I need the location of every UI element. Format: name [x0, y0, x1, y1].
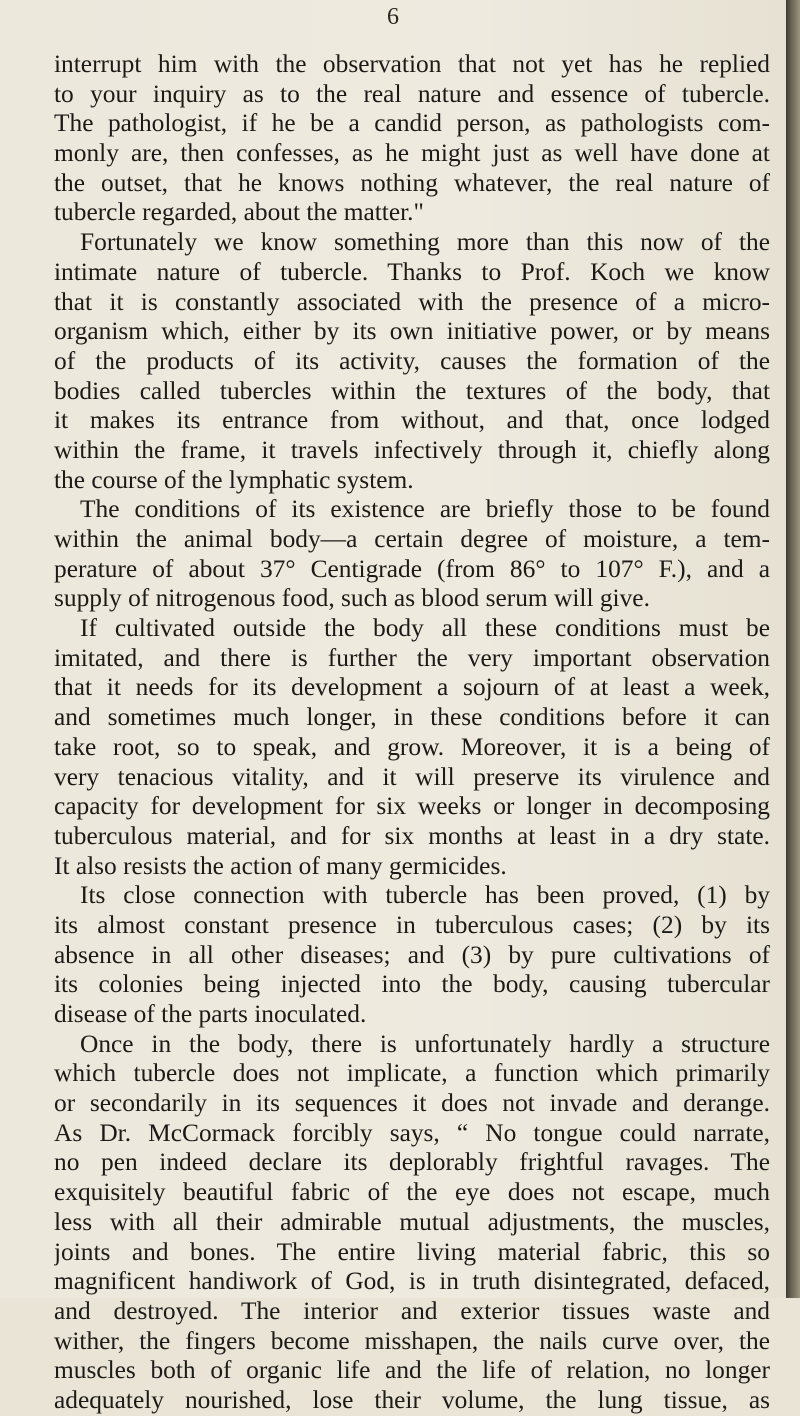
- text-line: Fortunately we know something more than this now of the: [80, 228, 770, 257]
- text-line: wither, the fingers become misshapen, the nails curve over, the: [54, 1326, 770, 1355]
- text-line: As Dr. McCormack forcibly says, “ No tongue could narrate,: [54, 1118, 770, 1147]
- text-line: muscles both of organic life and the life of relation, no longer: [54, 1356, 770, 1385]
- text-line: and sometimes much longer, in these conditions before it can: [54, 703, 770, 732]
- text-line: supply of nitrogenous food, such as blood serum will give.: [54, 584, 650, 613]
- text-line: The pathologist, if he be a candid person, as pathologists com-: [54, 109, 770, 138]
- text-line: monly are, then confesses, as he might just as well have done at: [54, 139, 770, 168]
- text-line: exquisitely beautiful fabric of the eye does not escape, much: [54, 1178, 770, 1207]
- text-line: If cultivated outside the body all these conditions must be: [80, 614, 770, 643]
- text-line: that it needs for its development a sojourn of at least a week,: [54, 673, 770, 702]
- text-line: within the frame, it travels infectively through it, chiefly along: [54, 435, 770, 464]
- text-line: interrupt him with the observation that not yet has he replied: [54, 50, 770, 78]
- text-line: intimate nature of tubercle. Thanks to Prof. Koch we know: [54, 257, 770, 286]
- text-line: very tenacious vitality, and it will preserve its virulence and: [54, 762, 770, 791]
- text-line: Once in the body, there is unfortunately hardly a structure: [80, 1029, 770, 1058]
- text-line: which tubercle does not implicate, a function which primarily: [54, 1059, 770, 1088]
- text-line: magnificent handiwork of God, is in truth disintegrated, defaced,: [54, 1267, 770, 1296]
- text-line: less with all their admirable mutual adjustments, the muscles,: [54, 1207, 770, 1236]
- text-line: capacity for development for six weeks or longer in decomposing: [54, 792, 770, 821]
- text-line: and destroyed. The interior and exterior tissues waste and: [54, 1296, 770, 1325]
- text-line: perature of about 37° Centigrade (from 86° to 107° F.), and a: [54, 554, 770, 583]
- text-line: disease of the parts inoculated.: [54, 1000, 367, 1028]
- text-line: bodies called tubercles within the textures of the body, that: [54, 376, 770, 405]
- text-line: no pen indeed declare its deplorably frightful ravages. The: [54, 1148, 770, 1177]
- text-line: tuberculous material, and for six months at least in a dry state.: [54, 821, 770, 850]
- text-line: imitated, and there is further the very important observation: [54, 643, 770, 672]
- text-line: that it is constantly associated with the presence of a micro-: [54, 287, 770, 316]
- text-line: the outset, that he knows nothing whatever, the real nature of: [54, 168, 770, 197]
- text-line: It also resists the action of many germicides.: [54, 851, 507, 880]
- text-line: its colonies being injected into the body, causing tubercular: [54, 970, 770, 999]
- text-line: of the products of its activity, causes the formation of the: [54, 346, 770, 375]
- text-line: its almost constant presence in tuberculous cases; (2) by its: [54, 910, 770, 939]
- text-line: organism which, either by its own initiative power, or by means: [54, 317, 770, 346]
- text-line: take root, so to speak, and grow. Moreover, it is a being of: [54, 732, 770, 761]
- text-line: within the animal body—a certain degree of moisture, a tem-: [54, 525, 770, 553]
- text-line: to your inquiry as to the real nature and essence of tubercle.: [54, 79, 770, 108]
- text-line: tubercle regarded, about the matter.": [54, 198, 424, 227]
- text-line: absence in all other diseases; and (3) by pure cultivations of: [54, 940, 770, 969]
- body-text: [54, 50, 770, 1416]
- book-spine-edge: [786, 0, 800, 1298]
- text-line: the course of the lymphatic system.: [54, 465, 414, 494]
- text-line: The conditions of its existence are briefly those to be found: [80, 495, 770, 524]
- text-line: adequately nourished, lose their volume, the lung tissue, as: [54, 1385, 770, 1414]
- text-line: Its close connection with tubercle has been proved, (1) by: [80, 881, 770, 910]
- text-line: or secondarily in its sequences it does not invade and derange.: [54, 1089, 770, 1118]
- text-line: it makes its entrance from without, and that, once lodged: [54, 406, 770, 435]
- page-number: 6: [387, 4, 399, 30]
- text-line: joints and bones. The entire living material fabric, this so: [54, 1237, 770, 1266]
